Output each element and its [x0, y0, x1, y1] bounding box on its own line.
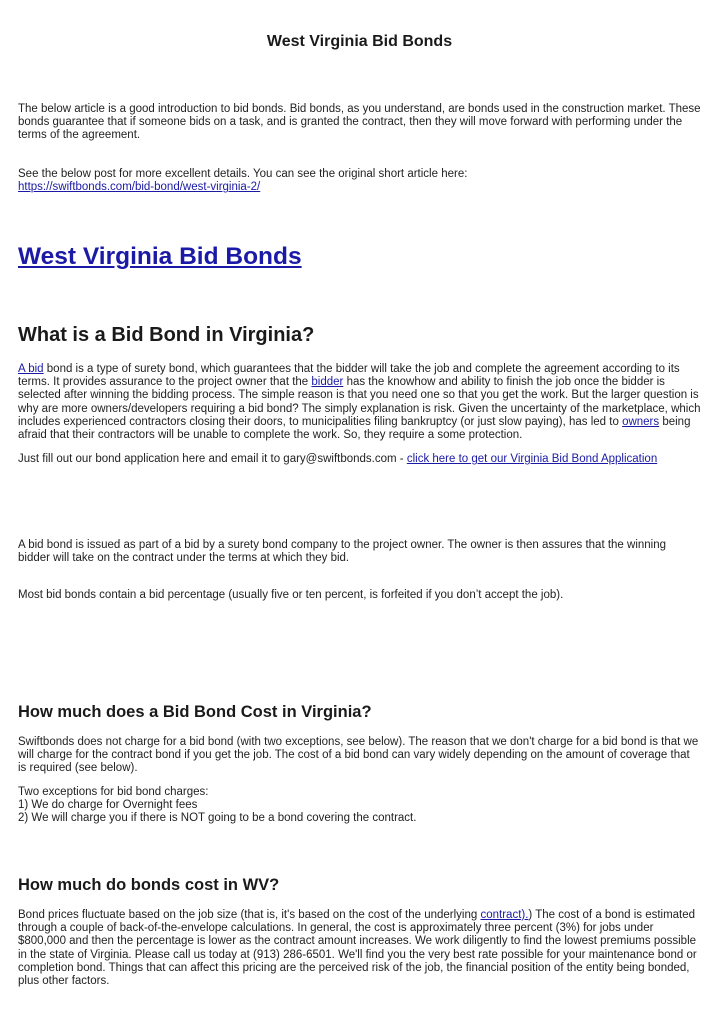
- bid-bond-exceptions-list: [18, 786, 701, 826]
- section2-paragraph-1: Swiftbonds does not charge for a bid bond (with two exceptions, see below). The reason that we don't charge for a bid bond is that we will charge for the contract bond if you get the job. The cost of a bid bond can vary widely depending on the amount of coverage that is required (see below).: [18, 736, 699, 775]
- document-title: West Virginia Bid Bonds: [266, 33, 453, 50]
- section1-paragraph-1-text-b: has the knowhow and ability to finish the job once the bidder is selected after winning the bidding process. The simple reason is that you need one so that you get the work. But the larger question is why are more owners/developers requiring a bid bond? The simply explanation is risk. Given the uncertainty of the marketplace, which includes experienced contractors closing their doors, to municipalities filing bankruptcy (or just slow paying), has led to: [18, 376, 701, 428]
- application-instructions-text: Just fill out our bond application here and email it to gary@swiftbonds.com -: [18, 453, 407, 465]
- section3-paragraph-1-text-b: ) The cost of a bond is estimated through a couple of back-of-the-envelope calculations. In general, the cost is approximately three percent (3%) for jobs under $800,000 and then the percentage is lower as the contract amount increases. We work diligently to find the lowest premiums possible in the state of Virginia. Please call us today at (913) 286-6501. We'll find you the very best rate possible for your maintenance bond or completion bond. Things that can affect this pricing are the perceived risk of the job, the financial position of the entity being bonded, plus other factors.: [18, 909, 697, 988]
- section1-paragraph-1: [18, 363, 701, 442]
- exception-item-1: 1) We do charge for Overnight fees: [18, 799, 198, 812]
- section1-paragraph-1-text-c: being afraid that their contractors will be unable to complete the work. So, they require a some protection.: [18, 415, 691, 442]
- section3-paragraph-1-text-a: Bond prices fluctuate based on the job size (that is, it's based on the cost of the underlying: [18, 909, 481, 921]
- owners-link[interactable]: owners: [622, 415, 660, 428]
- section1-paragraph-4: Most bid bonds contain a bid percentage (usually five or ten percent, is forfeited if you don’t accept the job).: [18, 589, 564, 601]
- contract-link[interactable]: contract).: [480, 909, 529, 921]
- intro-paragraph-1: The below article is a good introduction to bid bonds. Bid bonds, as you understand, are bonds used in the construction market. These bonds guarantee that if someone bids on a task, and is granted the contract, then they will move forward with performing under the terms of the agreement.: [18, 103, 701, 142]
- intro-paragraph-2-text: See the below post for more excellent details. You can see the original short article here:: [18, 168, 468, 180]
- source-article-link[interactable]: https://swiftbonds.com/bid-bond/west-virginia-2/: [18, 181, 261, 194]
- bidder-link[interactable]: bidder: [311, 376, 344, 389]
- section-heading-bid-bond-cost: How much does a Bid Bond Cost in Virginia?: [18, 703, 372, 721]
- section1-paragraph-2: [18, 453, 701, 466]
- exception-item-2: 2) We will charge you if there is NOT going to be a bond covering the contract.: [18, 812, 417, 825]
- section1-paragraph-1-text-a: bond is a type of surety bond, which guarantees that the bidder will take the job and complete the agreement according to its terms. It provides assurance to the project owner that the: [18, 363, 680, 389]
- section3-paragraph-1: [18, 909, 701, 988]
- exceptions-intro: Two exceptions for bid bond charges:: [18, 786, 209, 798]
- section-heading-what-is-bid-bond: What is a Bid Bond in Virginia?: [18, 324, 315, 346]
- a-bid-link[interactable]: A bid: [18, 363, 44, 375]
- section-heading-bond-cost-wv: How much do bonds cost in WV?: [18, 876, 280, 894]
- main-heading-link[interactable]: West Virginia Bid Bonds: [18, 243, 302, 270]
- application-link[interactable]: click here to get our Virginia Bid Bond Application: [406, 453, 658, 465]
- main-heading: [18, 241, 302, 273]
- section1-paragraph-3: A bid bond is issued as part of a bid by a surety bond company to the project owner. The owner is then assures that the winning bidder will take on the contract under the terms at which they bid.: [18, 539, 667, 565]
- intro-paragraph-2: [18, 168, 701, 194]
